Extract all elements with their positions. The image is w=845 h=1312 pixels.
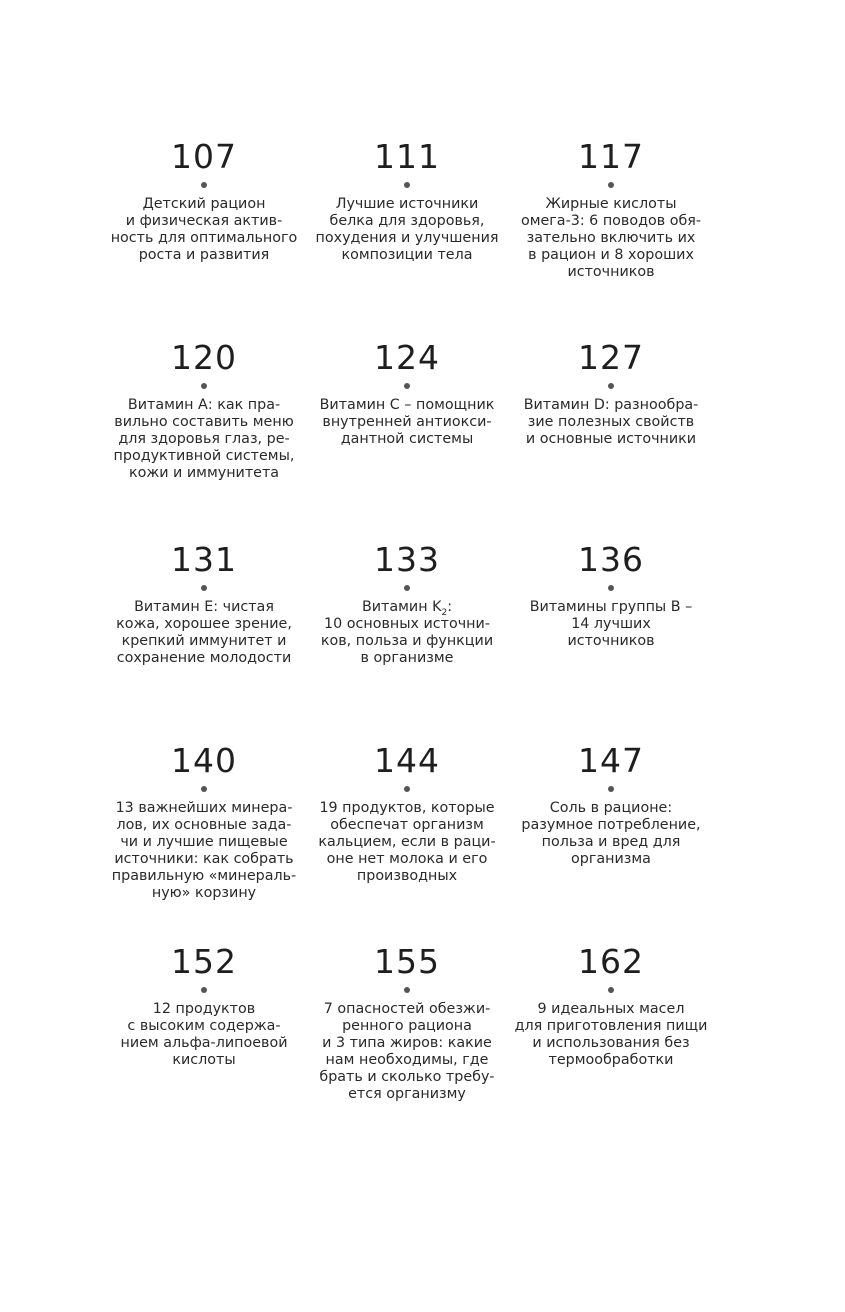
entry-title <box>511 397 711 448</box>
toc-entry-162[interactable] <box>511 944 711 1069</box>
title-line: Витамин D: разнообра- <box>523 397 699 413</box>
title-line: и физическая актив- <box>125 213 283 229</box>
title-line: термообработки <box>548 1052 674 1068</box>
entry-title <box>307 800 507 885</box>
entry-title <box>307 599 507 667</box>
title-line: омега-3: 6 поводов обя- <box>520 213 702 229</box>
title-line: нием альфа-липоевой <box>120 1035 288 1051</box>
title-line: в организме <box>360 650 454 666</box>
title-line: Жирные кислоты <box>545 196 677 212</box>
title-line: Детский рацион <box>142 196 266 212</box>
page-number: 133 <box>374 540 440 579</box>
title-line: вильно составить меню <box>114 414 294 430</box>
title-subscript: 2 <box>441 607 448 618</box>
entry-title <box>511 599 711 650</box>
toc-entry-120[interactable] <box>104 340 304 482</box>
page-number: 140 <box>171 741 237 780</box>
title-suffix: : <box>447 599 453 615</box>
toc-entry-136[interactable] <box>511 542 711 650</box>
title-line: внутренней антиокси- <box>322 414 492 430</box>
title-line: источников <box>567 633 655 649</box>
bullet-dot-icon <box>608 383 614 389</box>
title-line: кальцием, если в раци- <box>318 834 496 850</box>
bullet-dot-icon <box>608 182 614 188</box>
page-number: 127 <box>578 338 644 377</box>
toc-entry-124[interactable] <box>307 340 507 448</box>
bullet-dot-icon <box>404 786 410 792</box>
toc-entry-147[interactable] <box>511 743 711 868</box>
title-line: ную» корзину <box>151 885 257 901</box>
page-number: 147 <box>578 741 644 780</box>
page-number: 117 <box>578 137 644 176</box>
toc-entry-111[interactable] <box>307 139 507 264</box>
title-line: ренного рациона <box>342 1018 472 1034</box>
title-line: организма <box>571 851 651 867</box>
title-line: для здоровья глаз, ре- <box>118 431 290 447</box>
entry-title <box>307 1001 507 1103</box>
bullet-dot-icon <box>608 585 614 591</box>
bullet-dot-icon <box>404 987 410 993</box>
bullet-dot-icon <box>201 987 207 993</box>
title-line: дантной системы <box>340 431 474 447</box>
toc-entry-140[interactable] <box>104 743 304 902</box>
page-number: 131 <box>171 540 237 579</box>
entry-title <box>104 397 304 482</box>
entry-title <box>104 1001 304 1069</box>
title-line: с высоким содержа- <box>127 1018 281 1034</box>
page-number: 111 <box>374 137 440 176</box>
bullet-dot-icon <box>201 383 207 389</box>
title-line: и 3 типа жиров: какие <box>322 1035 492 1051</box>
entry-title <box>104 196 304 264</box>
title-line: кожа, хорошее зрение, <box>116 616 292 632</box>
bullet-dot-icon <box>608 987 614 993</box>
page-number: 144 <box>374 741 440 780</box>
toc-entry-152[interactable] <box>104 944 304 1069</box>
title-line-vitamin-k2 <box>307 599 507 616</box>
title-line: ков, польза и функции <box>320 633 494 649</box>
title-line: ется организму <box>348 1086 466 1102</box>
title-line: правильную «минераль- <box>111 868 297 884</box>
title-line: и использования без <box>532 1035 690 1051</box>
title-line: и основные источники <box>525 431 697 447</box>
toc-entry-133[interactable] <box>307 542 507 667</box>
entry-title <box>307 196 507 264</box>
title-line: Витамин Е: чистая <box>134 599 274 615</box>
title-line: Витамин А: как пра- <box>127 397 281 413</box>
page-number: 136 <box>578 540 644 579</box>
title-line: зие полезных свойств <box>527 414 695 430</box>
title-line: польза и вред для <box>541 834 681 850</box>
title-line: для приготовления пищи <box>514 1018 708 1034</box>
title-line: 12 продуктов <box>152 1001 256 1017</box>
title-line: 7 опасностей обезжи- <box>323 1001 491 1017</box>
entry-title <box>511 1001 711 1069</box>
title-line: обеспечат организм <box>330 817 484 833</box>
bullet-dot-icon <box>201 182 207 188</box>
toc-entry-131[interactable] <box>104 542 304 667</box>
title-line: кожи и иммунитета <box>128 465 280 481</box>
title-line: производных <box>356 868 458 884</box>
page-number: 162 <box>578 942 644 981</box>
entry-title <box>307 397 507 448</box>
title-line: Витамин С – помощник <box>319 397 495 413</box>
title-line: Соль в рационе: <box>549 800 673 816</box>
title-line: продуктивной системы, <box>113 448 295 464</box>
title-line: оне нет молока и его <box>326 851 488 867</box>
toc-entry-127[interactable] <box>511 340 711 448</box>
title-line: белка для здоровья, <box>329 213 485 229</box>
entry-title <box>104 599 304 667</box>
title-line: чи и лучшие пищевые <box>120 834 288 850</box>
page-number: 155 <box>374 942 440 981</box>
page-number: 120 <box>171 338 237 377</box>
title-line: разумное потребление, <box>521 817 701 833</box>
entry-title <box>511 196 711 281</box>
title-line: источников <box>567 264 655 280</box>
title-line: роста и развития <box>138 247 270 263</box>
bullet-dot-icon <box>404 383 410 389</box>
toc-entry-144[interactable] <box>307 743 507 885</box>
title-line: похудения и улучшения <box>315 230 499 246</box>
title-line: сохранение молодости <box>116 650 292 666</box>
title-line: источники: как собрать <box>114 851 294 867</box>
entry-title <box>511 800 711 868</box>
title-line: ность для оптимального <box>110 230 298 246</box>
title-line: композиции тела <box>341 247 473 263</box>
title-line: 13 важнейших минера- <box>115 800 293 816</box>
title-line: 14 лучших <box>571 616 651 632</box>
page-number: 107 <box>171 137 237 176</box>
entry-title <box>104 800 304 902</box>
title-prefix: Витамин K <box>361 599 442 615</box>
bullet-dot-icon <box>404 585 410 591</box>
title-line: лов, их основные зада- <box>116 817 292 833</box>
title-line: 9 идеальных масел <box>537 1001 685 1017</box>
toc-entry-155[interactable] <box>307 944 507 1103</box>
title-line: 19 продуктов, которые <box>319 800 495 816</box>
bullet-dot-icon <box>608 786 614 792</box>
page-number: 124 <box>374 338 440 377</box>
bullet-dot-icon <box>404 182 410 188</box>
title-line: нам необходимы, где <box>325 1052 489 1068</box>
title-line: брать и сколько требу- <box>319 1069 495 1085</box>
title-line: кислоты <box>172 1052 236 1068</box>
title-line: 10 основных источни- <box>324 616 490 632</box>
toc-entry-117[interactable] <box>511 139 711 281</box>
title-line: Лучшие источники <box>335 196 479 212</box>
title-line: Витамины группы В – <box>529 599 693 615</box>
bullet-dot-icon <box>201 786 207 792</box>
title-line: в рацион и 8 хороших <box>528 247 694 263</box>
title-line: зательно включить их <box>526 230 696 246</box>
bullet-dot-icon <box>201 585 207 591</box>
title-line: крепкий иммунитет и <box>121 633 287 649</box>
toc-entry-107[interactable] <box>104 139 304 264</box>
page-number: 152 <box>171 942 237 981</box>
